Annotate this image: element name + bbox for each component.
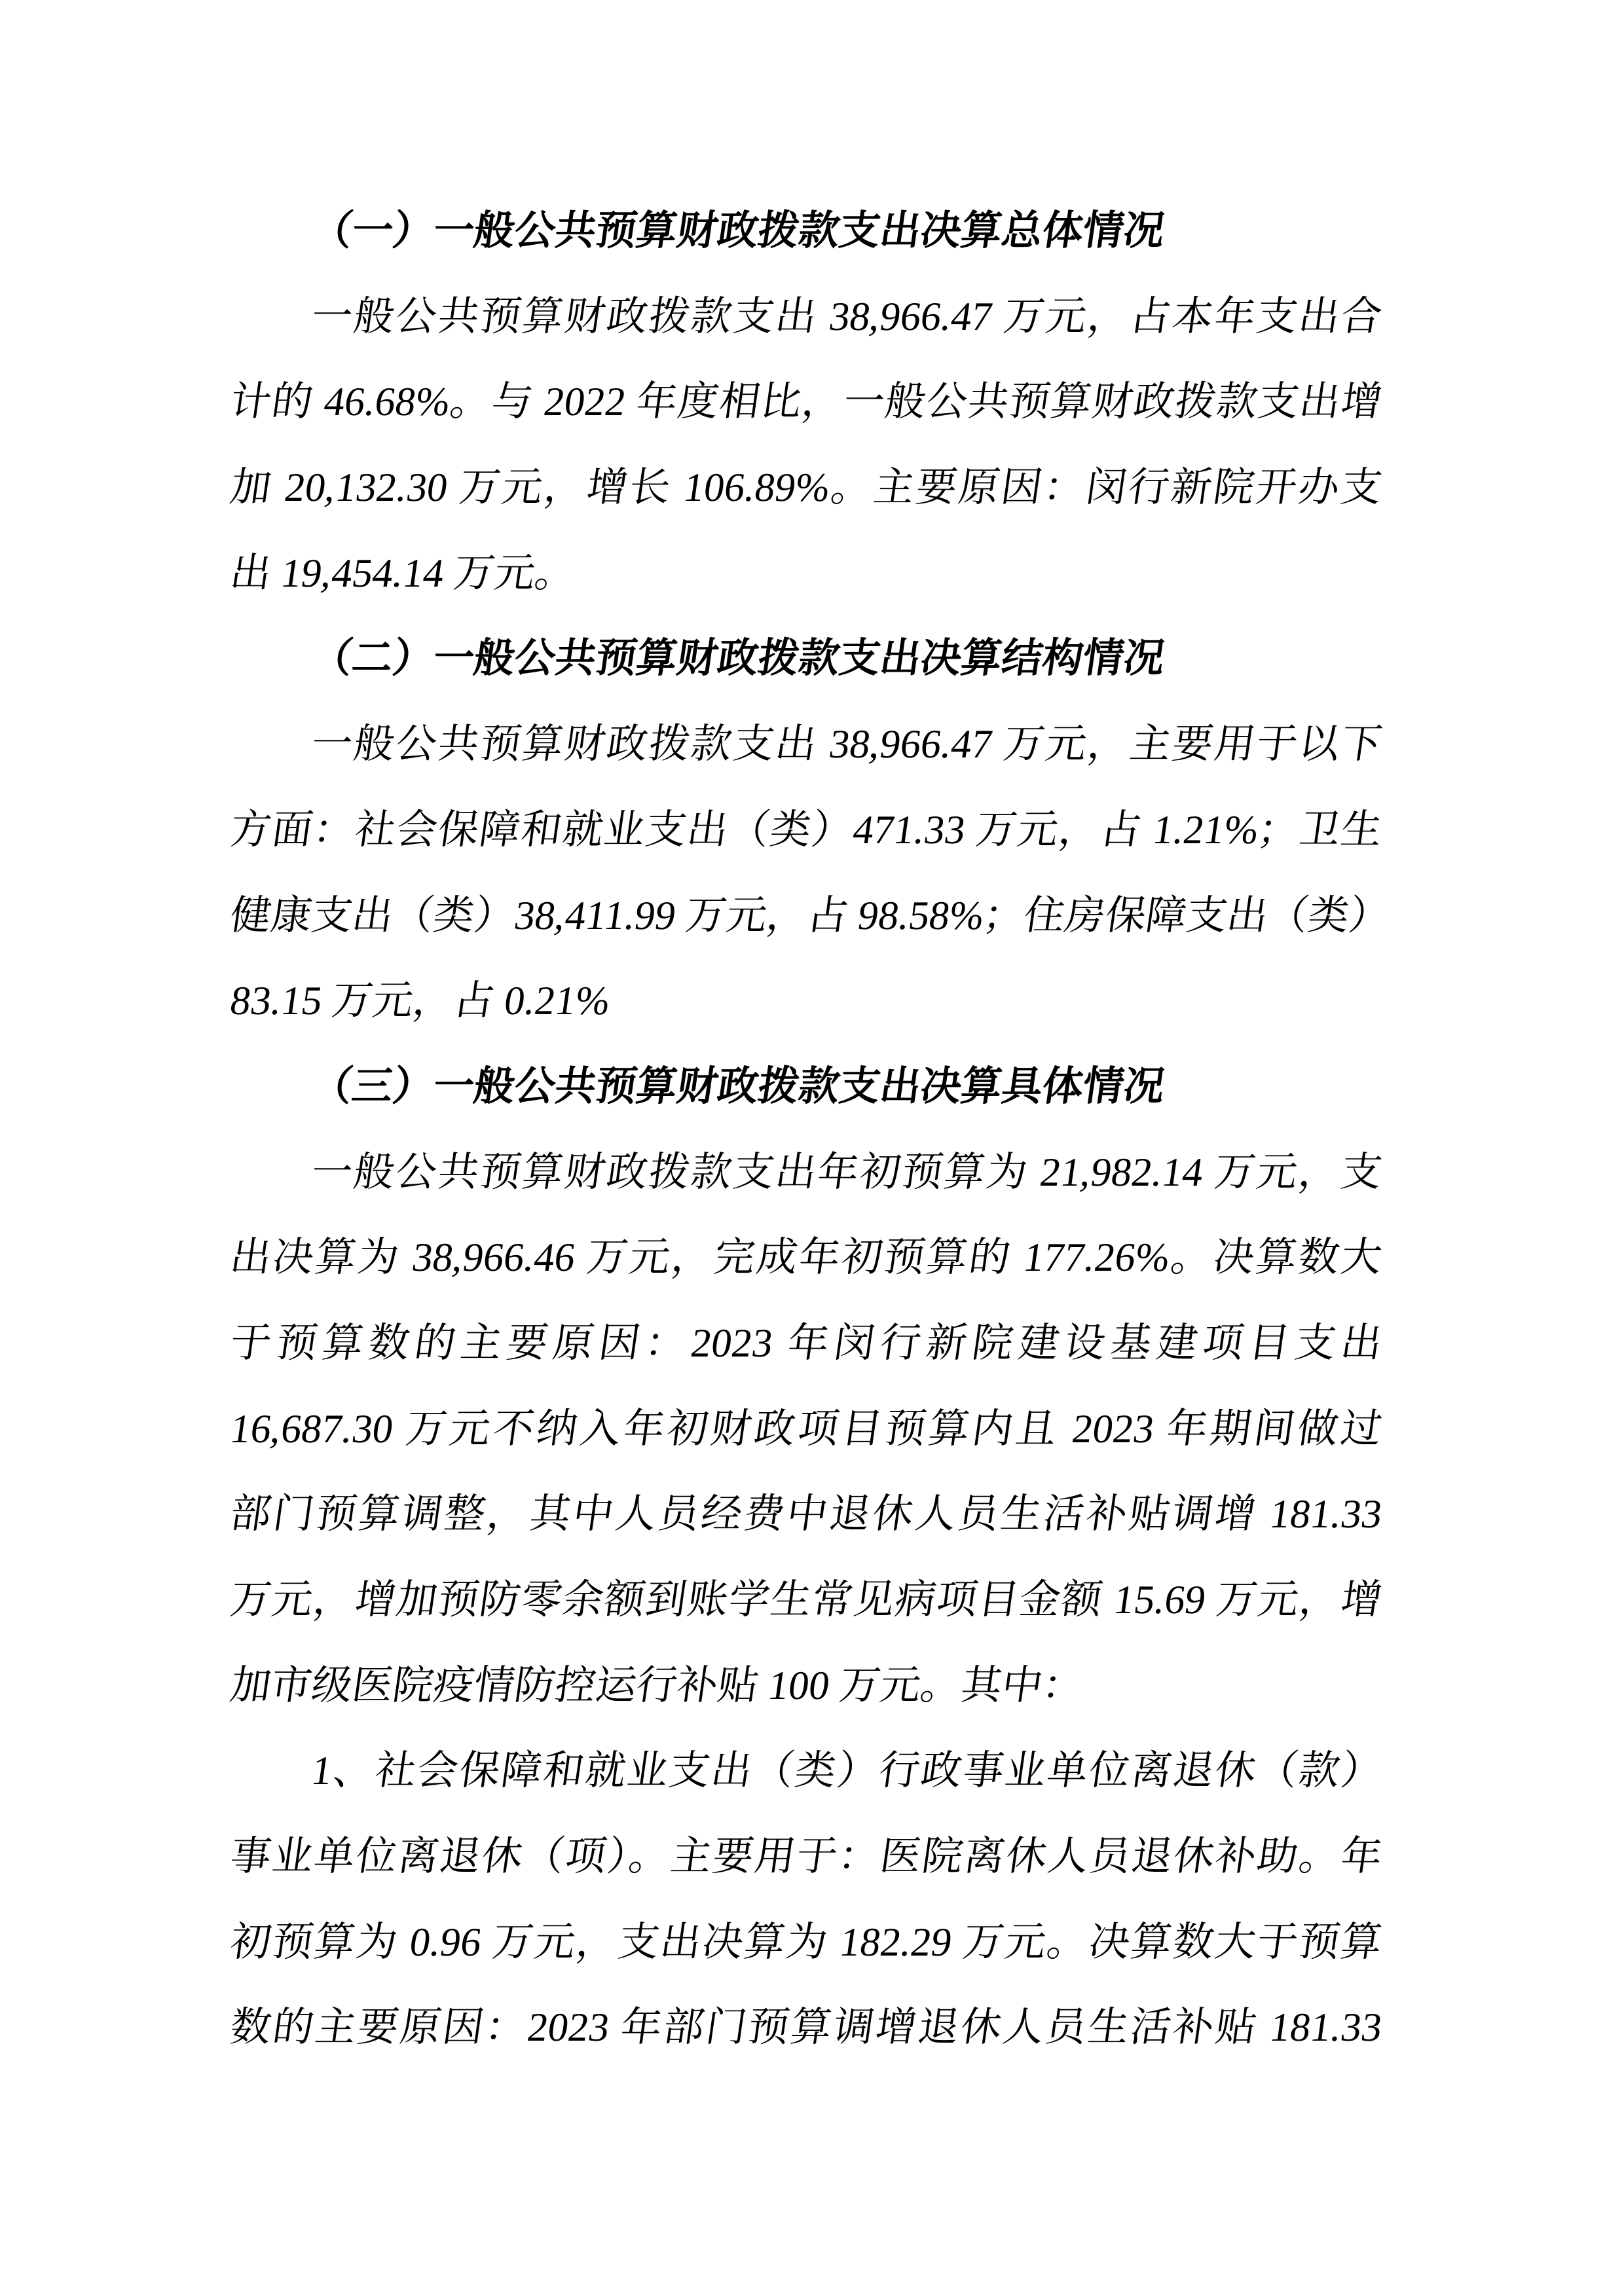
section-heading-1: （一）一般公共预算财政拨款支出决算总体情况 (308, 209, 1168, 253)
text-line: 出决算为 38,966.46 万元，完成年初预算的 177.26%。决算数大 (227, 1235, 1385, 1281)
section-heading-3: （三）一般公共预算财政拨款支出决算具体情况 (308, 1064, 1168, 1109)
text-line: 部门预算调整，其中人员经费中退休人员生活补贴调增 181.33 (227, 1492, 1385, 1537)
text-line: 出 19,454.14 万元。 (227, 551, 579, 596)
text-line: 万元，增加预防零余额到账学生常见病项目金额 15.69 万元，增 (227, 1578, 1385, 1622)
text-line: 事业单位离退休（项）。主要用于：医院离休人员退休补助。年 (227, 1834, 1385, 1880)
text-line: 16,687.30 万元不纳入年初财政项目预算内且 2023 年期间做过 (227, 1406, 1385, 1451)
text-line: 方面：社会保障和就业支出（类）471.33 万元，占 1.21%；卫生 (227, 807, 1385, 852)
text-line: 于预算数的主要原因：2023 年闵行新院建设基建项目支出 (227, 1321, 1385, 1366)
text-line: 加市级医院疫情防控运行补贴 100 万元。其中： (227, 1663, 1086, 1708)
text-line: 计的 46.68%。与 2022 年度相比，一般公共预算财政拨款支出增 (227, 380, 1385, 425)
text-line: 一般公共预算财政拨款支出 38,966.47 万元，主要用于以下 (308, 722, 1385, 767)
section-heading-2: （二）一般公共预算财政拨款支出决算结构情况 (308, 636, 1168, 682)
text-line: 加 20,132.30 万元，增长 106.89%。主要原因：闵行新院开办支 (227, 465, 1385, 511)
text-line: 数的主要原因：2023 年部门预算调增退休人员生活补贴 181.33 (227, 2005, 1385, 2050)
document-body (227, 189, 1393, 2071)
text-line: 初预算为 0.96 万元，支出决算为 182.29 万元。决算数大于预算 (227, 1920, 1385, 1965)
text-line: 健康支出（类）38,411.99 万元，占 98.58%；住房保障支出（类） (227, 893, 1393, 938)
text-line: 83.15 万元，占 0.21% (227, 979, 613, 1024)
text-line: 1、社会保障和就业支出（类）行政事业单位离退休（款） (308, 1749, 1385, 1794)
text-line: 一般公共预算财政拨款支出年初预算为 21,982.14 万元，支 (308, 1150, 1385, 1195)
text-line: 一般公共预算财政拨款支出 38,966.47 万元，占本年支出合 (308, 294, 1385, 339)
